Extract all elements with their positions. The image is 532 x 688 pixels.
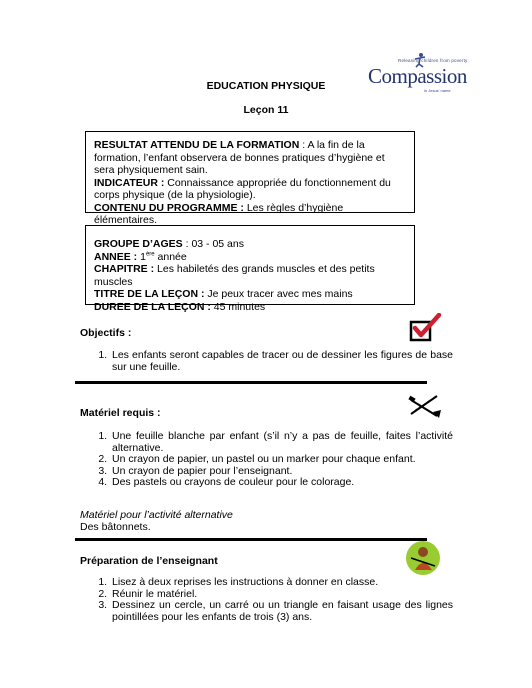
section-divider bbox=[75, 381, 427, 384]
material-item: 4. Des pastels ou crayons de couleur pour le colorage. bbox=[110, 477, 453, 489]
year-line bbox=[94, 251, 406, 264]
lesson-info-box bbox=[85, 225, 415, 313]
duration-line bbox=[94, 301, 406, 314]
alt-material-text: Des bâtonnets. bbox=[80, 521, 151, 533]
outcome-label: RESULTAT ATTENDU DE LA FORMATION bbox=[94, 139, 300, 151]
prep-item: 2. Réunir le matériel. bbox=[110, 589, 453, 601]
material-item: 3. Un crayon de papier pour l’enseignant. bbox=[110, 466, 453, 478]
lesson-title-value: Je peux tracer avec mes mains bbox=[204, 288, 353, 300]
pencil-ruler-icon bbox=[407, 392, 445, 420]
year-label: ANNEE : bbox=[94, 250, 138, 263]
content-line bbox=[94, 202, 406, 227]
objectives-heading: Objectifs : bbox=[80, 327, 132, 339]
lesson-title-line bbox=[94, 288, 406, 301]
document-title: EDUCATION PHYSIQUE bbox=[206, 80, 326, 92]
duration-label: DUREE DE LA LEÇON : bbox=[94, 300, 211, 313]
objective-item: 1. Les enfants seront capables de tracer ou de dessiner les figures de base sur une feuille. bbox=[110, 350, 453, 373]
lesson-title-label: TITRE DE LA LEÇON : bbox=[94, 288, 205, 300]
indicator-label: INDICATEUR : bbox=[94, 176, 165, 189]
lesson-number: Leçon 11 bbox=[243, 104, 289, 116]
alt-material-heading: Matériel pour l’activité alternative bbox=[80, 509, 233, 521]
logo-wordmark: Compassion bbox=[368, 64, 467, 88]
indicator-text: Connaissance appropriée du fonctionnement du corps physique (de la physiologie). bbox=[94, 176, 391, 201]
duration-value: 45 minutes bbox=[210, 300, 266, 313]
teacher-prep-heading: Préparation de l’enseignant bbox=[80, 555, 218, 567]
prep-item: 1. Lisez à deux reprises les instructions à donner en classe. bbox=[110, 577, 453, 589]
age-group-line bbox=[94, 238, 406, 251]
chapter-line bbox=[94, 263, 406, 288]
year-superscript: ère bbox=[145, 251, 155, 257]
year-number: 1 bbox=[137, 250, 146, 263]
section-divider bbox=[75, 538, 427, 541]
content-label: CONTENU DU PROGRAMME : bbox=[94, 201, 244, 214]
content-text: Les règles d’hygiène élémentaires. bbox=[94, 201, 344, 226]
materials-heading: Matériel requis : bbox=[80, 407, 161, 419]
outcome-line bbox=[94, 139, 406, 177]
teacher-icon bbox=[405, 540, 441, 576]
prep-item: 3. Dessinez un cercle, un carré ou un triangle en faisant usage des lignes pointillées pour les enfants de trois (3) ans. bbox=[110, 600, 453, 623]
age-group-label: GROUPE D’AGES bbox=[94, 238, 183, 250]
objectives-list bbox=[80, 350, 453, 373]
chapter-value: Les habiletés des grands muscles et des petits muscles bbox=[94, 263, 375, 288]
material-item: 1. Une feuille blanche par enfant (s’il n’y a pas de feuille, faites l’activité alternative. bbox=[110, 431, 453, 454]
materials-list bbox=[80, 431, 453, 489]
logo-tagline: Releasing children from poverty bbox=[398, 58, 468, 63]
age-group-value: : 03 - 05 ans bbox=[182, 238, 244, 250]
teacher-prep-list bbox=[80, 577, 453, 623]
logo-subline: in Jesus' name bbox=[424, 88, 451, 93]
indicator-line bbox=[94, 177, 406, 202]
outcome-text: : A la fin de la formation, l’enfant observera de bonnes pratiques d’hygiène et sera physiquement sain. bbox=[94, 139, 385, 176]
chapter-label: CHAPITRE : bbox=[94, 263, 155, 275]
checkbox-check-icon bbox=[408, 313, 442, 343]
compassion-logo bbox=[368, 56, 468, 96]
year-suffix: année bbox=[154, 250, 187, 263]
material-item: 2. Un crayon de papier, un pastel ou un marker pour chaque enfant. bbox=[110, 454, 453, 466]
learning-outcome-box bbox=[85, 131, 415, 226]
